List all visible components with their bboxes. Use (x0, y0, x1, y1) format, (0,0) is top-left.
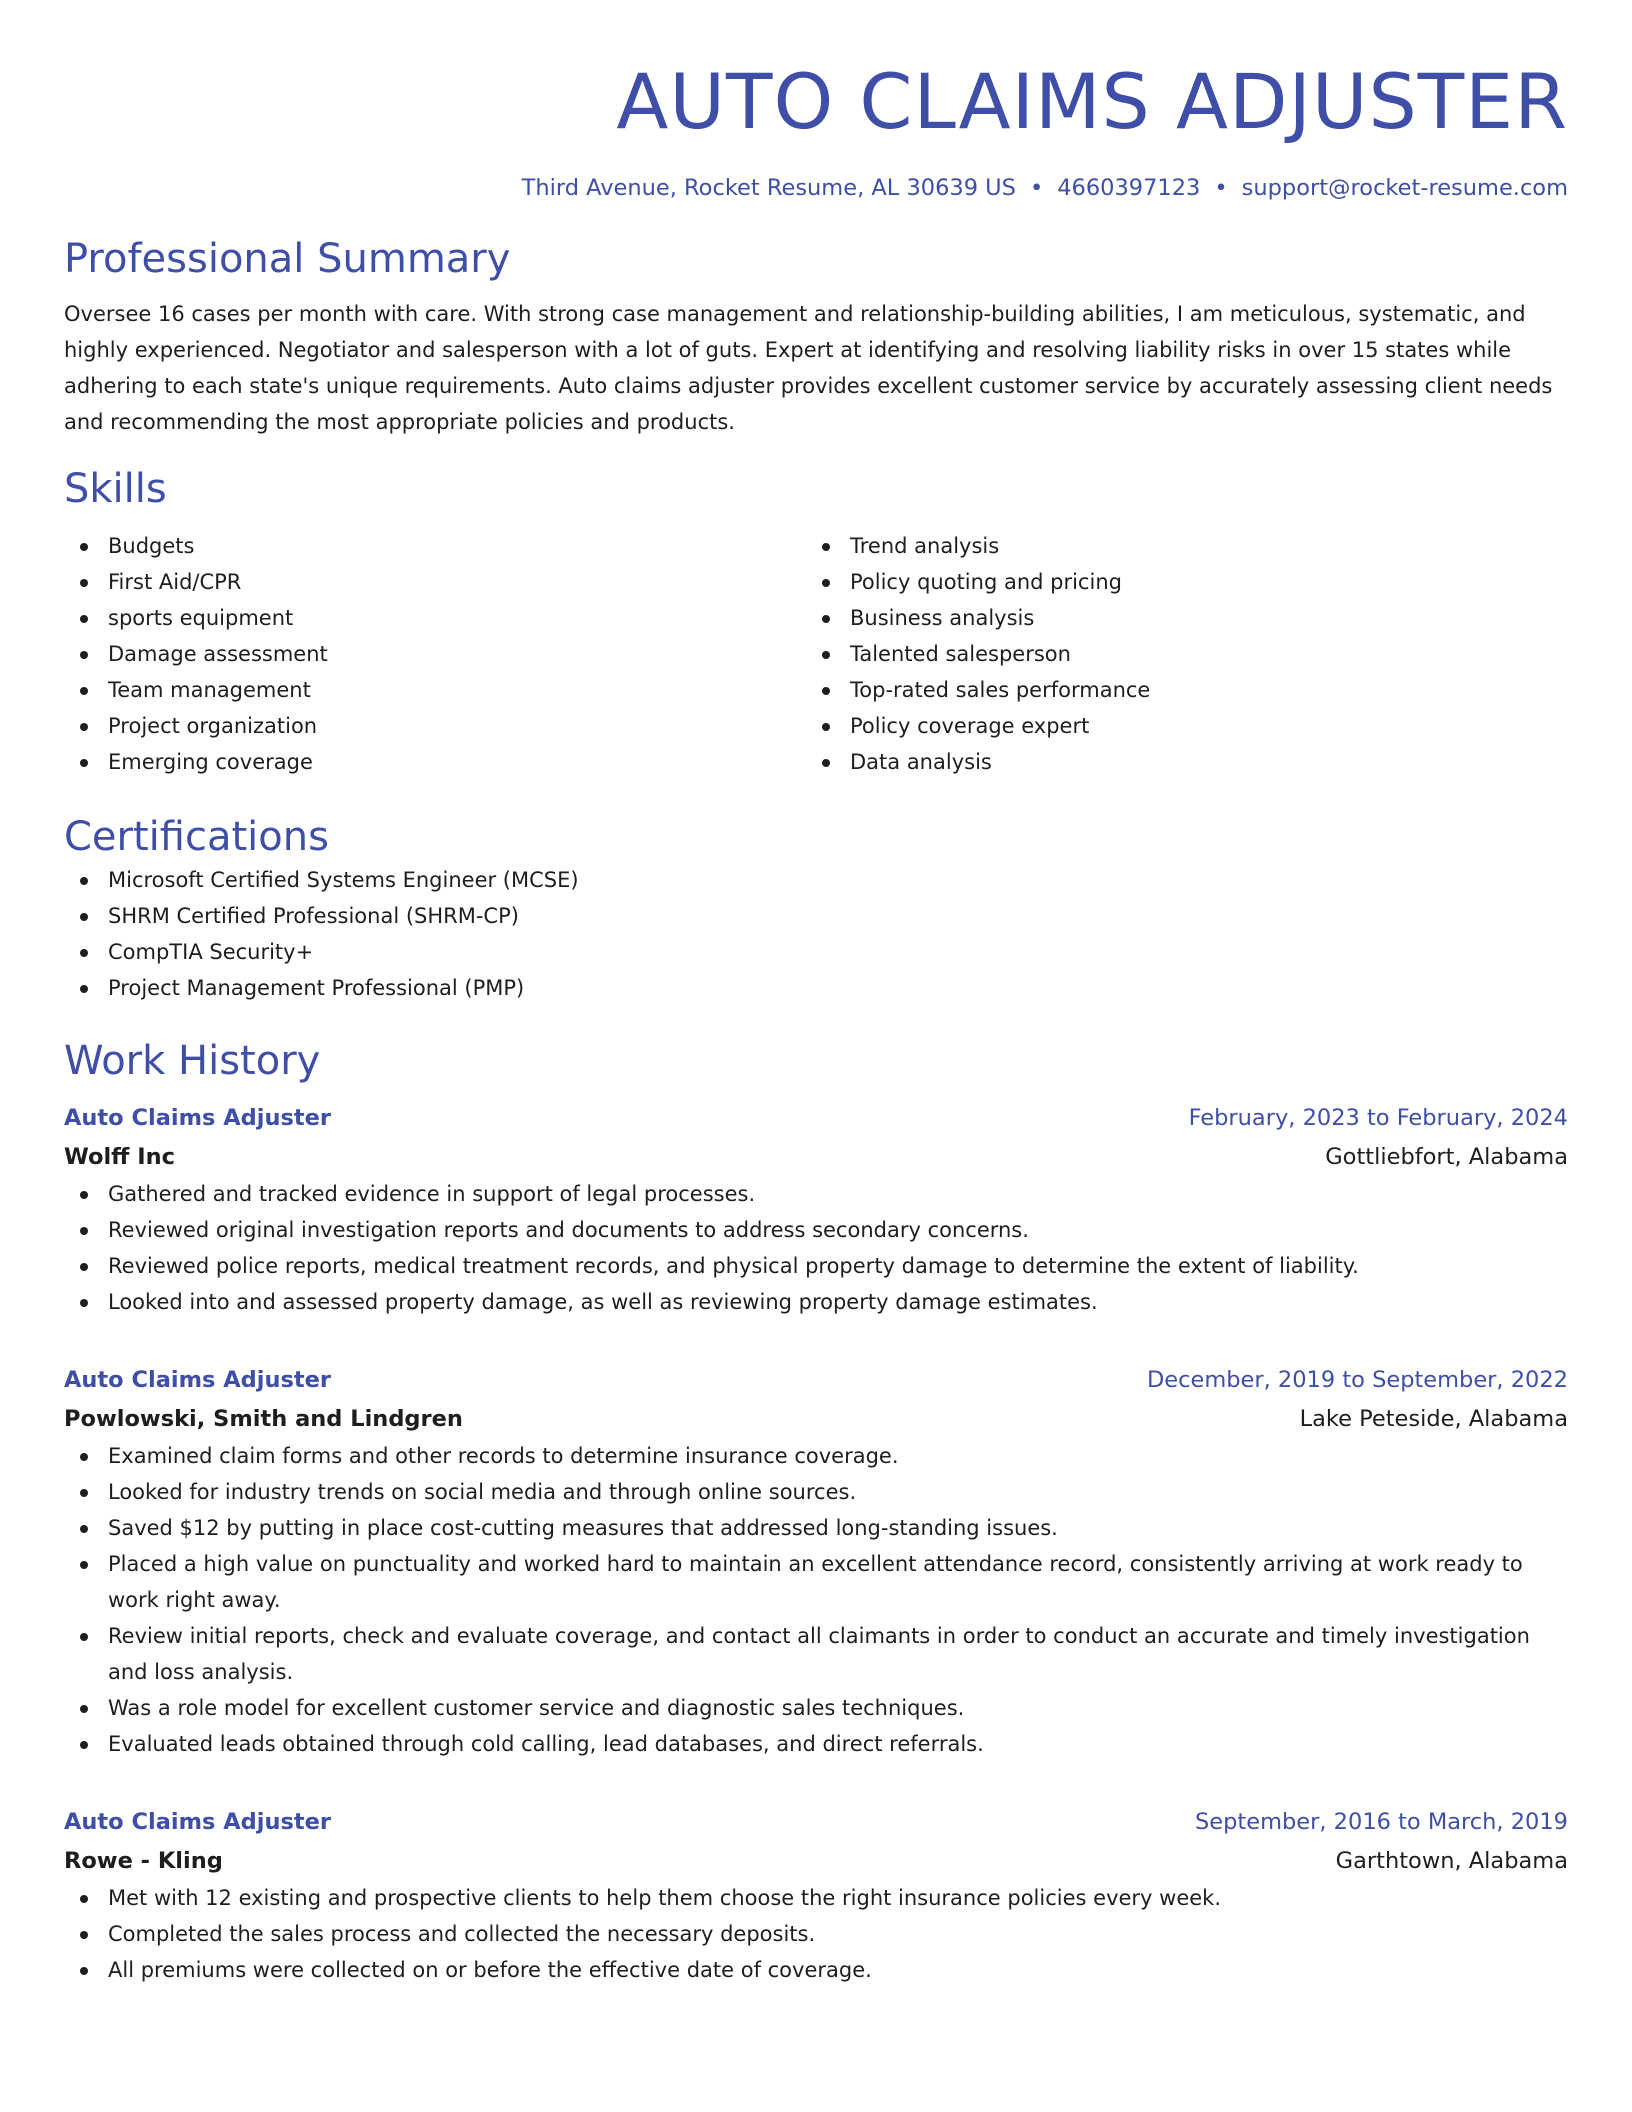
job-dates: December, 2019 to September, 2022 (1146, 1367, 1568, 1393)
job-title: Auto Claims Adjuster (64, 1809, 332, 1835)
skill-item: Talented salesperson (806, 636, 1548, 672)
certification-item: SHRM Certified Professional (SHRM-CP) (64, 898, 1568, 934)
job-company: Wolff Inc (64, 1144, 175, 1170)
job-company-row (64, 1842, 1568, 1880)
contact-phone: 4660397123 (1057, 175, 1201, 201)
certifications-heading: Certifications (64, 814, 329, 860)
skills-left-list (64, 528, 806, 780)
job-duties-list (64, 1176, 1568, 1320)
skill-item: Data analysis (806, 744, 1548, 780)
job-company: Powlowski, Smith and Lindgren (64, 1406, 463, 1432)
skill-item: Damage assessment (64, 636, 806, 672)
job-title-row (64, 1802, 1568, 1842)
job-location: Garthtown, Alabama (1335, 1848, 1568, 1874)
job-entry (64, 1098, 1568, 1320)
job-company-row (64, 1400, 1568, 1438)
job-location: Lake Peteside, Alabama (1299, 1406, 1568, 1432)
job-entry (64, 1360, 1568, 1762)
contact-line (64, 172, 1568, 204)
job-duty: Evaluated leads obtained through cold calling, lead databases, and direct referrals. (64, 1726, 1568, 1762)
skill-item: Policy quoting and pricing (806, 564, 1548, 600)
job-title-row (64, 1360, 1568, 1400)
resume-header (64, 0, 1568, 204)
job-duties-list (64, 1438, 1568, 1762)
contact-email[interactable]: support@rocket-resume.com (1241, 175, 1568, 201)
job-entry (64, 1802, 1568, 1988)
job-duty: Review initial reports, check and evaluate coverage, and contact all claimants in order to conduct an accurate and timely investigation and loss analysis. (64, 1618, 1568, 1690)
contact-separator: • (1029, 175, 1044, 201)
job-duty: Reviewed police reports, medical treatment records, and physical property damage to determine the extent of liability. (64, 1248, 1568, 1284)
skill-item: Team management (64, 672, 806, 708)
skill-item: Budgets (64, 528, 806, 564)
job-duty: Placed a high value on punctuality and worked hard to maintain an excellent attendance record, consistently arriving at work ready to work right away. (64, 1546, 1568, 1618)
job-dates: February, 2023 to February, 2024 (1188, 1105, 1568, 1131)
job-company-row (64, 1138, 1568, 1176)
job-duty: Looked into and assessed property damage, as well as reviewing property damage estimates. (64, 1284, 1568, 1320)
skills-grid (64, 528, 1568, 780)
job-duty: Reviewed original investigation reports and documents to address secondary concerns. (64, 1212, 1568, 1248)
certification-item: CompTIA Security+ (64, 934, 1568, 970)
resume-page (64, 0, 1568, 1988)
skill-item: Project organization (64, 708, 806, 744)
job-duty: Completed the sales process and collected the necessary deposits. (64, 1916, 1568, 1952)
job-duty: All premiums were collected on or before the effective date of coverage. (64, 1952, 1568, 1988)
skills-heading: Skills (64, 466, 167, 512)
job-duties-list (64, 1880, 1568, 1988)
job-duty: Saved $12 by putting in place cost-cutting measures that addressed long-standing issues. (64, 1510, 1568, 1546)
work-history-heading: Work History (64, 1038, 321, 1084)
job-duty: Met with 12 existing and prospective clients to help them choose the right insurance policies every week. (64, 1880, 1568, 1916)
job-title-row (64, 1098, 1568, 1138)
job-location: Gottliebfort, Alabama (1325, 1144, 1568, 1170)
job-title: Auto Claims Adjuster (64, 1105, 332, 1131)
skill-item: Business analysis (806, 600, 1548, 636)
skill-item: Policy coverage expert (806, 708, 1548, 744)
job-company: Rowe - Kling (64, 1848, 223, 1874)
job-title: Auto Claims Adjuster (64, 1367, 332, 1393)
summary-text: Oversee 16 cases per month with care. With strong case management and relationship-building abilities, I am meticulous, systematic, and highly experienced. Negotiator and salesperson with a lot of guts. Expert at identifying and resolving liability risks in over 15 states while adhering to each state's unique requirements. Auto claims adjuster provides excellent customer service by accurately assessing client needs and recommending the most appropriate policies and products. (64, 302, 1553, 434)
skill-item: sports equipment (64, 600, 806, 636)
certification-item: Project Management Professional (PMP) (64, 970, 1568, 1006)
summary-heading: Professional Summary (64, 236, 511, 282)
certification-item: Microsoft Certified Systems Engineer (MCSE) (64, 862, 1568, 898)
job-duty: Looked for industry trends on social media and through online sources. (64, 1474, 1568, 1510)
contact-separator: • (1214, 175, 1228, 201)
job-dates: September, 2016 to March, 2019 (1195, 1809, 1568, 1835)
job-duty: Gathered and tracked evidence in support of legal processes. (64, 1176, 1568, 1212)
resume-name: AUTO CLAIMS ADJUSTER (616, 57, 1568, 146)
skill-item: Top-rated sales performance (806, 672, 1548, 708)
skill-item: First Aid/CPR (64, 564, 806, 600)
skills-right-list (806, 528, 1548, 780)
job-duty: Examined claim forms and other records to determine insurance coverage. (64, 1438, 1568, 1474)
certifications-list (64, 862, 1568, 1006)
skill-item: Trend analysis (806, 528, 1548, 564)
skill-item: Emerging coverage (64, 744, 806, 780)
contact-address: Third Avenue, Rocket Resume, AL 30639 US (521, 175, 1016, 201)
job-duty: Was a role model for excellent customer service and diagnostic sales techniques. (64, 1690, 1568, 1726)
